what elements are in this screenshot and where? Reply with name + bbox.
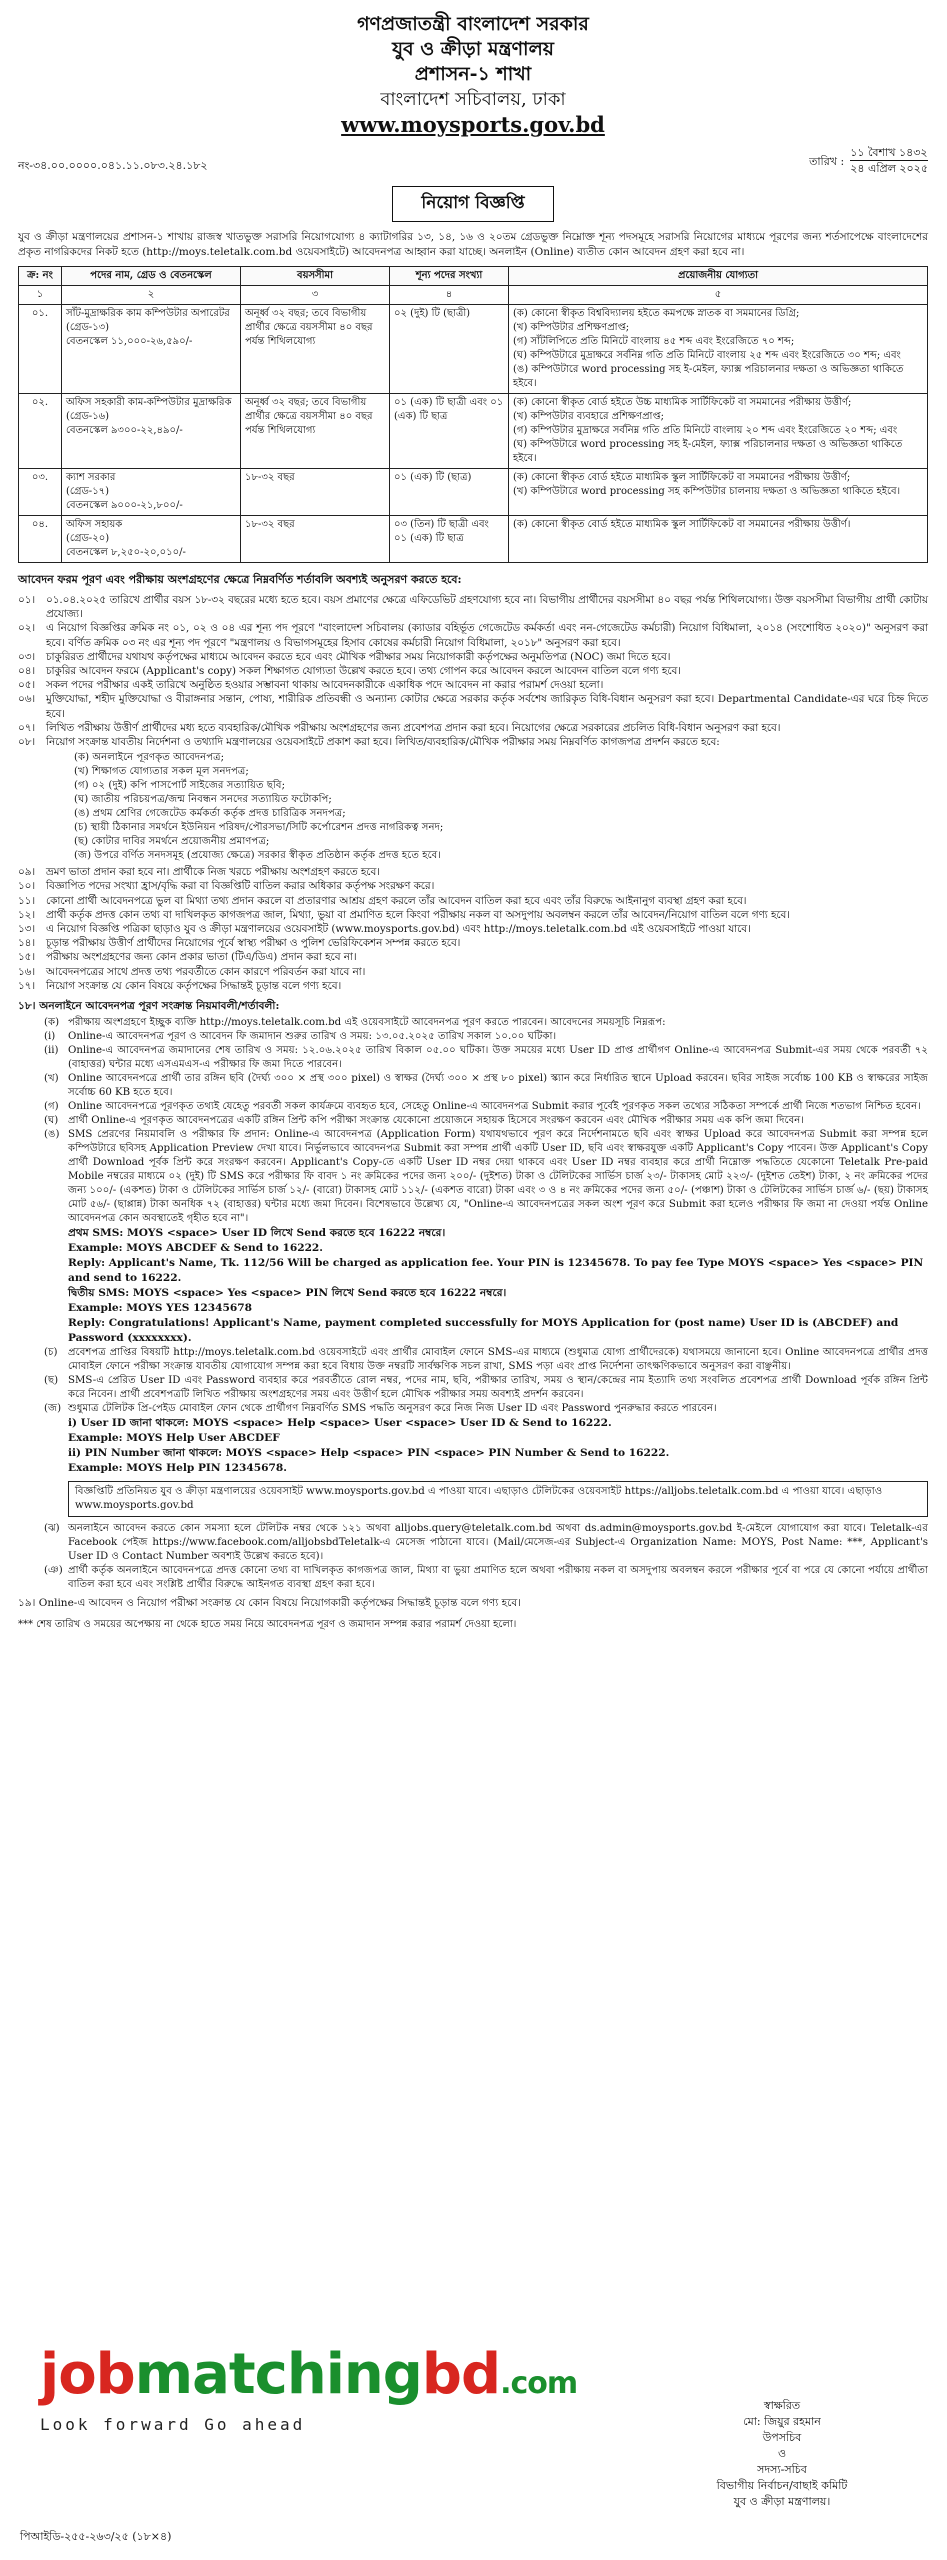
online-item-text: SMS প্রেরণের নিয়মাবলি ও পরীক্ষার ফি প্রদান: Online-এ আবেদনপত্র (Application Form) যথাযথভাবে পূরণ করে নির্দেশনামতে ছবি এবং স্বাক্ষর Upload করে আবেদনপত্র Submit করা সম্পন্ন হলে কম্পিউটারে ছবিসহ Application Preview দেখা যাবে। নির্ভুলভাবে আবেদনপত্র Submit করা সম্পন্ন প্রার্থী একটি User ID, ছবি এবং স্বাক্ষরযুক্ত একটি Applicant's Copy পাবেন। উক্ত Applicant's Copy প্রার্থী Download পূর্বক প্রিন্ট করে সংরক্ষণ করবেন। Applicant's Copy-তে একটি User ID নম্বর দেয়া থাকবে এবং User ID নম্বর ব্যবহার করে প্রার্থী নিম্নোক্ত পদ্ধতিতে যেকোনো Teletalk Pre-paid Mobile নম্বরের মাধ্যমে ০২ (দুই) টি SMS করে পরীক্ষার ফি বাবদ ১ নং ক্রমিকের পদের জন্য ২০০/- (দুইশত) টাকা ও টেলিটকের সার্ভিস চার্জ ২৩/- টাকাসহ মোট ২২৩/- (দুইশত তেইশ) টাকা, ২ নং ক্রমিকের পদের জন্য ১০০/- (একশত) টাকা ও টেলিটকের সার্ভিস চার্জ ১২/- (বারো) টাকাসহ মোট ১১২/- (একশত বারো) টাকা এবং ৩ ও ৪ নং ক্রমিকের পদের জন্য ৫০/- (পঞ্চাশ) টাকা ও টেলিটকের সার্ভিস চার্জ ৬/- (ছয়) টাকাসহ মোট ৫৬/- (ছাপ্পান্ন) টাকা অনধিক ৭২ (বাহাত্তর) ঘন্টার মধ্যে জমা দিবেন। বিশেষভাবে উল্লেখ্য যে, "Online-এ আবেদনপত্রের সকল অংশ পূরণ করে Submit করা হলেও পরীক্ষার ফি জমা না দেওয়া পর্যন্ত Online আবেদনপত্র কোন অবস্থাতেই গৃহীত হবে না"। <box>68 1129 928 1225</box>
document-item: (ছ) কোটার দাবির সমর্থনে প্রয়োজনীয় প্রমাণপত্র; <box>74 836 270 848</box>
row-count: ০১ (এক) টি (ছাত্র) <box>390 469 509 516</box>
post-grade: (গ্রেড-১৬) <box>66 411 110 422</box>
online-item-text: Online-এ আবেদনপত্র পূরণ ও আবেদন ফি জমাদান শুরুর তারিখ ও সময়: ১৩.০৫.২০২৫ তারিখ সকাল ১০.০০ ঘটিকা। <box>68 1031 557 1043</box>
posts-table <box>18 266 928 563</box>
row-qualification <box>509 305 928 394</box>
sms-instructions <box>68 1226 928 1346</box>
rule-text <box>46 735 928 865</box>
rule-number: ১২। <box>18 908 36 921</box>
row-serial: ০২. <box>19 394 62 469</box>
rule-number: ০৮। <box>18 736 36 749</box>
signatory-ministry: যুব ও ক্রীড়া মন্ত্রণালয়। <box>733 2495 831 2508</box>
row-post <box>62 469 241 516</box>
rule-item <box>18 721 928 735</box>
rule-text <box>46 721 928 735</box>
rule-item <box>18 965 928 979</box>
rule-body: কোনো প্রার্থী আবেদনপত্রে ভুল বা মিথ্যা তথ্য প্রদান করলে বা প্রতারণার আশ্রয় গ্রহণ করলে তাঁর আবেদন বাতিল করা হবে এবং তাঁর বিরুদ্ধে আইনানুগ ব্যবস্থা গ্রহণ করা হবে। <box>46 894 747 907</box>
sms-line: Example: MOYS YES 12345678 <box>68 1302 253 1315</box>
rule-text <box>46 678 928 692</box>
col-number: ২ <box>62 286 241 305</box>
date-bengali: ১১ বৈশাখ ১৪৩২ <box>850 146 928 159</box>
signature-block <box>657 2398 907 2510</box>
post-scale: বেতনস্কেল ৯৩০০-২২,৪৯০/- <box>66 425 183 436</box>
row-serial: ০৩. <box>19 469 62 516</box>
qualification-item: (ক) কোনো স্বীকৃত বোর্ড হইতে মাধ্যমিক স্কুল সার্টিফিকেট বা সমমানের পরীক্ষায় উত্তীর্ণ। <box>513 519 851 530</box>
col-age: বয়সসীমা <box>241 267 390 286</box>
online-item <box>44 1016 928 1030</box>
table-header-row <box>19 267 928 286</box>
advice-note: *** শেষ তারিখ ও সময়ের অপেক্ষায় না থেকে হাতে সময় নিয়ে আবেদনপত্র পূরণ ও জমাদান সম্পন্ন করার পরামর্শ দেওয়া হলো। <box>18 1619 517 1631</box>
secretariat: বাংলাদেশ সচিবালয়, ঢাকা <box>380 89 566 110</box>
row-count: ০১ (এক) টি ছাত্রী এবং ০১ (এক) টি ছাত্র <box>390 394 509 469</box>
row-age: ১৮-৩২ বছর <box>241 516 390 563</box>
online-section <box>18 999 928 1634</box>
table-row <box>19 516 928 563</box>
rule-body: সকল পদের পরীক্ষার একই তারিখে অনুষ্ঠিত হওয়ার সম্ভাবনা থাকায় আবেদনকারীকে একাধিক পদে আবেদন না করার পরামর্শ দেওয়া হলো। <box>46 679 604 692</box>
online-item-number: (খ) <box>44 1073 59 1085</box>
rule-item <box>18 879 928 893</box>
post-grade: (গ্রেড-১৭) <box>66 486 110 497</box>
col-number: ৩ <box>241 286 390 305</box>
online-item-text: প্রবেশপত্র প্রাপ্তির বিষয়টি http://moys.teletalk.com.bd ওয়েবসাইটে এবং প্রার্থীর মোবাইল ফোনে SMS-এর মাধ্যমে (শুধুমাত্র যোগ্য প্রার্থীদেরকে) যথাসময়ে জানানো হবে। Online আবেদনপত্রে প্রার্থীর প্রদত্ত মোবাইল ফোনে পরীক্ষা সংক্রান্ত যাবতীয় যোগাযোগ সম্পন্ন করা হবে বিধায় উক্ত নম্বরটি সার্বক্ষণিক সচল রাখা, SMS পড়া এবং প্রাপ্ত নির্দেশনা তাৎক্ষণিকভাবে অনুসরণ করা বাঞ্ছনীয়। <box>68 1347 928 1373</box>
pid-number: পিআইডি-২৫৫-২৬৩/২৫ (১৮×৪) <box>20 2530 172 2543</box>
rule-number: ০৩। <box>18 650 36 663</box>
online-item-text: Online আবেদনপত্রে পূরণকৃত তথ্যই যেহেতু পরবর্তী সকল কার্যক্রমে ব্যবহৃত হবে, সেহেতু Online-এ আবেদনপত্র Submit করার পূর্বেই পূরণকৃত সকল তথ্যের সঠিকতা সম্পর্কে প্রার্থী নিজে শতভাগ নিশ্চিত হবেন। <box>68 1101 921 1113</box>
online-item <box>44 1100 928 1114</box>
jobmatchingbd-logo <box>40 2340 578 2460</box>
rule-body: চাকুরির আবেদন ফরমে (Applicant's copy) সকল শিক্ষাগত যোগ্যতা উল্লেখ করতে হবে। তথ্য গোপন করে আবেদন করলে আবেদন বাতিল বলে গণ্য হবে। <box>46 665 681 678</box>
row-count: ০২ (দুই) টি (ছাত্রী) <box>390 305 509 394</box>
online-item-number: (ii) <box>44 1045 59 1057</box>
rule-number: ১৫। <box>18 951 36 964</box>
document-item: (খ) শিক্ষাগত যোগ্যতার সকল মূল সনদপত্র; <box>74 766 249 778</box>
online-item-number: (গ) <box>44 1101 59 1113</box>
row-qualification <box>509 516 928 563</box>
rule-number: ০৭। <box>18 721 36 734</box>
signatory-role: সদস্য-সচিব <box>757 2463 807 2476</box>
rule-number: ১১। <box>18 894 36 907</box>
rule-body: এ নিয়োগ বিজ্ঞপ্তির ক্রমিক নং ০১, ০২ ও ০৪ এর শূন্য পদ পূরণে "বাংলাদেশ সচিবালয় (ক্যাডার বহির্ভূত গেজেটেড কর্মকর্তা এবং নন-গেজেটেড কর্মচারী) নিয়োগ বিধিমালা, ২০১৪ (সংশোধিত ২০২০)" অনুসরণ করা হবে। বর্ণিত ক্রমিক ০৩ নং এর শূন্য পদ পূরণে "মন্ত্রণালয় ও বিভাগসমূহের হিসাব কোষের কর্মচারী নিয়োগ বিধিমালা, ২০১৮" অনুসরণ করা হবে। <box>46 622 928 649</box>
rules-heading: আবেদন ফরম পূরণ এবং পরীক্ষায় অংশগ্রহণের ক্ষেত্রে নিম্নবর্ণিত শর্তাবলি অবশ্যই অনুসরণ করতে হবে: <box>18 573 462 586</box>
online-item <box>44 1128 928 1226</box>
post-name: অফিস সহায়ক <box>66 519 123 530</box>
rule-item <box>18 979 928 993</box>
col-count: শূন্য পদের সংখ্যা <box>390 267 509 286</box>
logo-tagline: Look forward Go ahead <box>40 2415 306 2434</box>
rule-item <box>18 735 928 865</box>
rule-number: ০১। <box>18 594 36 606</box>
rule-body: আবেদনপত্রের সাথে প্রদত্ত তথ্য পরবর্তীতে কোন কারণে পরিবর্তন করা যাবে না। <box>46 965 366 978</box>
online-item-number: (ঞ) <box>44 1565 63 1577</box>
post-grade: (গ্রেড-১৩) <box>66 322 110 333</box>
document-page <box>18 12 928 1634</box>
date-label: তারিখ : <box>809 155 845 168</box>
logo-part-job: job <box>40 2342 135 2407</box>
rule-number: ০৬। <box>18 693 36 706</box>
final-clause: ১৯। Online-এ আবেদন ও নিয়োগ পরীক্ষা সংক্রান্ত যে কোন বিষয়ে নিয়োগকারী কর্তৃপক্ষের সিদ্ধান্তই চূড়ান্ত বলে গণ্য হবে। <box>18 1597 521 1610</box>
logo-wordmark <box>40 2340 578 2419</box>
col-serial: ক্র: নং <box>19 267 62 286</box>
row-age: ১৮-৩২ বছর <box>241 469 390 516</box>
online-item-number: (ক) <box>44 1017 60 1029</box>
post-scale: বেতনস্কেল ১১,০০০-২৬,৫৯০/- <box>66 336 193 347</box>
qualification-item: (ক) কোনো স্বীকৃত বোর্ড হইতে উচ্চ মাধ্যমিক সার্টিফিকেট বা সমমানের পরীক্ষায় উত্তীর্ণ; <box>513 397 852 408</box>
online-item <box>44 1522 928 1564</box>
col-qualification: প্রয়োজনীয় যোগ্যতা <box>509 267 928 286</box>
table-row <box>19 469 928 516</box>
rule-body: প্রার্থী কর্তৃক প্রদত্ত কোন তথ্য বা দাখিলকৃত কাগজপত্র জাল, মিথ্যা, ভুয়া বা প্রমাণিত হলে কিংবা পরীক্ষায় নকল বা অসদুপায় অবলম্বন করলে তাঁর আবেদন/নিয়োগ বাতিল বলে গণ্য হবে। <box>46 908 790 921</box>
rule-item <box>18 650 928 664</box>
recovery-instructions <box>68 1416 928 1476</box>
section-name: প্রশাসন-১ শাখা <box>414 63 532 85</box>
col-number: ৪ <box>390 286 509 305</box>
notice-title: নিয়োগ বিজ্ঞপ্তি <box>392 186 554 222</box>
logo-part-bd: bd <box>421 2342 501 2407</box>
online-items <box>18 1016 928 1226</box>
signature-label: স্বাক্ষরিত <box>763 2399 801 2412</box>
online-item-number: (ছ) <box>44 1375 59 1387</box>
qualification-item: (ঘ) কম্পিউটারে মুদ্রাক্ষরে সর্বনিম্ন গতি প্রতি মিনিটে বাংলায় ২৫ শব্দ এবং ইংরেজিতে ৩০ শব্দ; এবং <box>513 350 901 361</box>
online-item-number: (চ) <box>44 1347 58 1359</box>
online-item <box>44 1030 928 1044</box>
document-item: (জ) উপরে বর্ণিত সনদসমূহ (প্রযোজ্য ক্ষেত্রে) সরকার স্বীকৃত প্রতিষ্ঠান কর্তৃক প্রদত্ত হতে হবে। <box>74 850 441 862</box>
rule-number: ১৩। <box>18 923 36 936</box>
row-qualification <box>509 469 928 516</box>
rule-text <box>46 965 928 979</box>
online-heading: ১৮। অনলাইনে আবেদনপত্র পূরণ সংক্রান্ত নিয়মাবলী/শর্তাবলী: <box>18 1000 280 1013</box>
memo-number: নং-৩৪.০০.০০০০.০৪১.১১.০৮৩.২৪.১৮২ <box>18 159 208 172</box>
online-item-number: (ঝ) <box>44 1523 60 1535</box>
sms-line: Reply: Applicant's Name, Tk. 112/56 Will be charged as application fee. Your PIN is 12345678. To pay fee Type MOYS <space> Yes <space> PIN and send to 16222. <box>68 1257 924 1285</box>
signatory-designation: উপসচিব <box>762 2431 802 2444</box>
row-qualification <box>509 394 928 469</box>
qualification-item: (খ) কম্পিউটার প্রশিক্ষণপ্রাপ্ত; <box>513 322 630 333</box>
sms-line: দ্বিতীয় SMS: MOYS <space> Yes <space> PIN লিখে Send করতে হবে 16222 নম্বরে। <box>68 1287 507 1300</box>
qualification-item: (ঙ) কম্পিউটারে word processing সহ ই-মেইল, ফ্যাক্স পরিচালনার দক্ষতা ও অভিজ্ঞতা থাকিতে হইবে। <box>513 364 904 389</box>
rule-text <box>46 908 928 922</box>
rule-item <box>18 664 928 678</box>
rule-number: ০৫। <box>18 679 36 692</box>
rule-text <box>46 593 928 621</box>
recovery-line: i) User ID জানা থাকলে: MOYS <space> Help <space> User <space> User ID & Send to 16222. <box>68 1417 612 1430</box>
sms-line: Reply: Congratulations! Applicant's Name, payment completed successfully for MOYS Application for (post name) User ID is (ABCDEF) and Password (xxxxxxxx). <box>68 1317 899 1345</box>
online-items-2 <box>18 1346 928 1416</box>
row-age: অনূর্ধ্ব ৩২ বছর; তবে বিভাগীয় প্রার্থীর ক্ষেত্রে বয়সসীমা ৪০ বছর পর্যন্ত শিথিলযোগ্য <box>241 305 390 394</box>
rule-body: নিয়োগ সংক্রান্ত যাবতীয় নির্দেশনা ও তথ্যাদি মন্ত্রণালয়ের ওয়েবসাইটে প্রকাশ করা হবে। লিখিত/ব্যবহারিক/মৌখিক পরীক্ষার সময় নিম্নবর্ণিত কাগজপত্র প্রদর্শন করতে হবে: <box>46 736 720 749</box>
online-item <box>44 1072 928 1100</box>
online-item-number: (ঘ) <box>44 1115 59 1127</box>
rule-body: ০১.০৪.২০২৫ তারিখে প্রার্থীর বয়স ১৮-৩২ বছরের মধ্যে হতে হবে। বয়স প্রমাণের ক্ষেত্রে এফিডেভিট গ্রহণযোগ্য হবে না। বিভাগীয় প্রার্থীদের বয়সসীমা ৪০ বছর পর্যন্ত শিথিলযোগ্য। উক্ত বয়সসীমা বিভাগীয় প্রার্থী কোটায় প্রযোজ্য। <box>46 594 928 621</box>
sms-line: প্রথম SMS: MOYS <space> User ID লিখে Send করতে হবে 16222 নম্বরে। <box>68 1227 446 1240</box>
online-item <box>44 1114 928 1128</box>
online-item <box>44 1402 928 1416</box>
rule-text <box>46 979 928 993</box>
date-english: ২৪ এপ্রিল ২০২৫ <box>850 162 928 175</box>
row-post <box>62 516 241 563</box>
qualification-item: (ক) কোনো স্বীকৃত বোর্ড হইতে মাধ্যমিক স্কুল সার্টিফিকেট বা সমমানের পরীক্ষায় উত্তীর্ণ; <box>513 472 851 483</box>
online-item-number: (জ) <box>44 1403 62 1415</box>
qualification-item: (গ) কম্পিউটার মুদ্রাক্ষরে সর্বনিম্ন গতি প্রতি মিনিটে বাংলায় ২০ শব্দ এবং ইংরেজিতে ২০ শব্দ; এবং <box>513 425 898 436</box>
rule-body: চূড়ান্ত পরীক্ষায় উত্তীর্ণ প্রার্থীদের নিয়োগের পূর্বে স্বাস্থ্য পরীক্ষা ও পুলিশ ভেরিফিকেশন সম্পন্ন করতে হবে। <box>46 937 461 950</box>
qualification-item: (গ) সাঁটলিপিতে প্রতি মিনিটে বাংলায় ৪৫ শব্দ এবং ইংরেজিতে ৭০ শব্দ; <box>513 336 795 347</box>
row-count: ০৩ (তিন) টি ছাত্রী এবং ০১ (এক) টি ছাত্র <box>390 516 509 563</box>
rule-text <box>46 621 928 649</box>
rule-number: ০৯। <box>18 866 36 879</box>
rule-text <box>46 865 928 879</box>
post-scale: বেতনস্কেল ৮,২৫০-২০,০১০/- <box>66 547 186 558</box>
online-item <box>44 1346 928 1374</box>
rule-body: মুক্তিযোদ্ধা, শহীদ মুক্তিযোদ্ধা ও বীরাঙ্গনার সন্তান, পোষ্য, শারীরিক প্রতিবন্ধী ও অন্যান্য কোটার ক্ষেত্রে সরকার কর্তৃক সর্বশেষ জারিকৃত বিধি-বিধান অনুসরণ করা হবে। Departmental Candidate-এর ঘরে চিহ্ন দিতে হবে। <box>46 693 928 720</box>
row-age: অনূর্ধ্ব ৩২ বছর; তবে বিভাগীয় প্রার্থীর ক্ষেত্রে বয়সসীমা ৪০ বছর পর্যন্ত শিথিলযোগ্য <box>241 394 390 469</box>
logo-part-com: .com <box>500 2366 578 2401</box>
document-item: (চ) স্থায়ী ঠিকানার সমর্থনে ইউনিয়ন পরিষদ/পৌরসভা/সিটি কর্পোরেশন প্রদত্ত নাগরিকত্ব সনদ; <box>74 822 444 834</box>
rule-item <box>18 678 928 692</box>
qualification-item: (খ) কম্পিউটার ব্যবহারে প্রশিক্ষণপ্রাপ্ত; <box>513 411 665 422</box>
rule-text <box>46 879 928 893</box>
required-documents <box>74 751 928 863</box>
online-items-3 <box>18 1522 928 1592</box>
qualification-item: (খ) কম্পিউটারে word processing সহ কম্পিউটার চালনায় দক্ষতা ও অভিজ্ঞতা থাকিতে হইবে। <box>513 486 901 497</box>
gov-name: গণপ্রজাতন্ত্রী বাংলাদেশ সরকার <box>357 13 589 35</box>
recovery-line: Example: MOYS Help User ABCDEF <box>68 1432 280 1445</box>
online-item <box>44 1374 928 1402</box>
ministry-name: যুব ও ক্রীড়া মন্ত্রণালয় <box>392 38 554 60</box>
rule-number: ১০। <box>18 880 36 893</box>
rule-body: পরীক্ষায় অংশগ্রহণের জন্য কোন প্রকার ভাতা (টিএ/ডিএ) প্রদান করা হবে না। <box>46 951 357 964</box>
signatory-name: মো: জিয়ুর রহমান <box>743 2415 821 2428</box>
table-row <box>19 305 928 394</box>
rule-item <box>18 865 928 879</box>
table-body <box>19 305 928 563</box>
rule-item <box>18 908 928 922</box>
rule-item <box>18 894 928 908</box>
rule-body: চাকুরিরত প্রার্থীদের যথাযথ কর্তৃপক্ষের মাধ্যমে আবেদন করতে হবে এবং মৌখিক পরীক্ষার সময় নিয়োগকারী কর্তৃপক্ষের অনুমতিপত্র (NOC) জমা দিতে হবে। <box>46 650 671 663</box>
col-number: ৫ <box>509 286 928 305</box>
document-item: (ঙ) প্রথম শ্রেণির গেজেটেড কর্মকর্তা কর্তৃক প্রদত্ত চারিত্রিক সনদপত্র; <box>74 808 346 820</box>
row-serial: ০৪. <box>19 516 62 563</box>
table-number-row <box>19 286 928 305</box>
online-item-number: (ঙ) <box>44 1129 60 1141</box>
row-post <box>62 394 241 469</box>
date-values <box>850 145 928 176</box>
col-post: পদের নাম, গ্রেড ও বেতনস্কেল <box>62 267 241 286</box>
logo-part-matching: matching <box>134 2342 422 2407</box>
rule-body: বিজ্ঞাপিত পদের সংখ্যা হ্রাস/বৃদ্ধি করা বা বিজ্ঞপ্তিটি বাতিল করার অধিকার কর্তৃপক্ষ সংরক্ষণ করে। <box>46 880 435 893</box>
recovery-line: ii) PIN Number জানা থাকলে: MOYS <space> Help <space> PIN <space> PIN Number & Send to 16222. <box>68 1447 670 1460</box>
post-scale: বেতনস্কেল ৯০০০-২১,৮০০/- <box>66 500 183 511</box>
rule-number: ১৭। <box>18 979 36 992</box>
rule-number: ০৪। <box>18 665 36 678</box>
rule-number: ০২। <box>18 622 36 635</box>
online-item-text: শুধুমাত্র টেলিটক প্রি-পেইড মোবাইল ফোন থেকে প্রার্থীগণ নিম্নবর্ণিত SMS পদ্ধতি অনুসরণ করে নিজ নিজ User ID এবং Password পুনরুদ্ধার করতে পারবেন। <box>68 1403 717 1415</box>
rule-text <box>46 664 928 678</box>
document-item: (ক) অনলাইনে পূরণকৃত আবেদনপত্র; <box>74 752 225 764</box>
rule-body: এ নিয়োগ বিজ্ঞপ্তি পত্রিকা ছাড়াও যুব ও ক্রীড়া মন্ত্রণালয়ের ওয়েবসাইট (www.moysports.gov.bd) এবং http://moys.teletalk.com.bd এই ওয়েবসাইটে পাওয়া যাবে। <box>46 923 751 936</box>
rule-text <box>46 894 928 908</box>
post-name: সাঁট-মুদ্রাক্ষরিক কাম কম্পিউটার অপারেটর <box>66 308 230 319</box>
document-item: (গ) ০২ (দুই) কপি পাসপোর্ট সাইজের সত্যায়িত ছবি; <box>74 780 286 792</box>
rule-item <box>18 593 928 621</box>
document-item: (ঘ) জাতীয় পরিচয়পত্র/জন্ম নিবন্ধন সনদের সত্যায়িত ফটোকপি; <box>74 794 332 806</box>
online-item-text: প্রার্থী কর্তৃক অনলাইনে আবেদনপত্রে প্রদত্ত কোনো তথ্য বা দাখিলকৃত কাগজপত্র জাল, মিথ্যা বা ভুয়া প্রমাণিত হলে অথবা পরীক্ষায় নকল বা অসদুপায় অবলম্বন করলে পরীক্ষার পূর্বে বা পরে যে কোনো পর্যায়ে প্রার্থীতা বাতিল করা হবে এবং সংশ্লিষ্ট প্রার্থীর বিরুদ্ধে আইনগত ব্যবস্থা গ্রহণ করা হবে। <box>68 1565 928 1591</box>
online-item-text: অনলাইনে আবেদন করতে কোন সমস্যা হলে টেলিটক নম্বর থেকে ১২১ অথবা alljobs.query@teletalk.com.bd অথবা ds.admin@moysports.gov.bd ই-মেইলে যোগাযোগ করা যাবে। Teletalk-এর Facebook পেইজ https://www.facebook.com/alljobsbdTeletalk-এ মেসেজ পাঠানো যাবে। (Mail/মেসেজ-এর Subject-এ Organization Name: MOYS, Post Name: ***, Applicant's User ID ও Contact Number অবশ্যই উল্লেখ করতে হবে)। <box>68 1523 928 1563</box>
table-row <box>19 394 928 469</box>
website-notice-box: বিজ্ঞপ্তিটি প্রতিনিয়ত যুব ও ক্রীড়া মন্ত্রণালয়ের ওয়েবসাইট www.moysports.gov.bd এ পাওয়া যাবে। এছাড়াও টেলিটকের ওয়েবসাইট https://alljobs.teletalk.com.bd এ পাওয়া যাবে। এছাড়াও www.moysports.gov.bd <box>68 1481 928 1517</box>
rule-text <box>46 922 928 936</box>
post-grade: (গ্রেড-২০) <box>66 533 110 544</box>
rule-item <box>18 621 928 649</box>
qualification-item: (ক) কোনো স্বীকৃত বিশ্ববিদ্যালয় হইতে কমপক্ষে স্নাতক বা সমমানের ডিগ্রি; <box>513 308 800 319</box>
post-name: অফিস সহকারী কাম-কম্পিউটার মুদ্রাক্ষরিক <box>66 397 232 408</box>
memo-row <box>18 145 928 176</box>
rule-item <box>18 922 928 936</box>
online-item-text: Online আবেদনপত্রে প্রার্থী তার রঙ্গিন ছবি (দৈর্ঘ্য ৩০০ × প্রস্থ ৩০০ pixel) ও স্বাক্ষর (দৈর্ঘ্য ৩০০ × প্রস্থ ৮০ pixel) স্ক্যান করে নির্ধারিত স্থানে Upload করবেন। ছবির সাইজ সর্বোচ্চ 100 KB ও স্বাক্ষরের সাইজ সর্বোচ্চ 60 KB হতে হবে। <box>68 1073 928 1099</box>
rule-number: ১৪। <box>18 937 36 950</box>
rule-body: নিয়োগ সংক্রান্ত যে কোন বিষয়ে কর্তৃপক্ষের সিদ্ধান্তই চূড়ান্ত বলে গণ্য হবে। <box>46 979 342 992</box>
row-serial: ০১. <box>19 305 62 394</box>
signatory-committee: বিভাগীয় নির্বাচন/বাছাই কমিটি <box>716 2479 848 2492</box>
rule-text <box>46 936 928 950</box>
memo-date <box>809 145 928 176</box>
online-item-text: প্রার্থী Online-এ পূরণকৃত আবেদনপত্রের একটি রঙ্গিন প্রিন্ট কপি পরীক্ষা সংক্রান্ত যেকোনো প্রয়োজনে সহায়ক হিসেবে সংরক্ষণ করবেন এবং মৌখিক পরীক্ষার সময় এক কপি জমা দিবেন। <box>68 1115 804 1127</box>
ministry-website[interactable]: www.moysports.gov.bd <box>341 112 605 137</box>
qualification-item: (ঘ) কম্পিউটারে word processing সহ ই-মেইল, ফ্যাক্স পরিচালনার দক্ষতা ও অভিজ্ঞতা থাকিতে হইবে। <box>513 439 903 464</box>
rule-item <box>18 692 928 720</box>
rule-body: লিখিত পরীক্ষায় উত্তীর্ণ প্রার্থীদের মধ্য হতে ব্যবহারিক/মৌখিক পরীক্ষায় অংশগ্রহণের জন্য প্রবেশপত্র প্রদান করা হবে। নিয়োগের ক্ষেত্রে সরকারের প্রচলিত বিধি-বিধান অনুসরণ করা হবে। <box>46 721 781 734</box>
rule-item <box>18 950 928 964</box>
rule-text <box>46 692 928 720</box>
online-item-number: (i) <box>44 1031 56 1043</box>
post-name: ক্যাশ সরকার <box>66 472 116 483</box>
sms-line: Example: MOYS ABCDEF & Send to 16222. <box>68 1242 323 1255</box>
online-item <box>44 1564 928 1592</box>
letterhead <box>18 12 928 137</box>
recovery-line: Example: MOYS Help PIN 12345678. <box>68 1462 287 1475</box>
intro-paragraph: যুব ও ক্রীড়া মন্ত্রণালয়ের প্রশাসন-১ শাখায় রাজস্ব খাতভুক্ত সরাসরি নিয়োগযোগ্য ৪ ক্যাটাগরির ১৩, ১৪, ১৬ ও ২০তম গ্রেডভুক্ত নিম্নোক্ত শূন্য পদসমূহে সরাসরি নিয়োগের মাধ্যমে পূরণের জন্য শর্তসাপেক্ষে বাংলাদেশের প্রকৃত নাগরিকদের নিকট হতে (http://moys.teletalk.com.bd ওয়েবসাইটে) আবেদনপত্র আহ্বান করা যাচ্ছে। অনলাইন (Online) ব্যতীত কোন আবেদন গ্রহণ করা হবে না। <box>18 231 928 258</box>
col-number: ১ <box>19 286 62 305</box>
rule-text <box>46 650 928 664</box>
rule-text <box>46 950 928 964</box>
online-item-text: Online-এ আবেদনপত্র জমাদানের শেষ তারিখ ও সময়: ১২.০৬.২০২৫ তারিখ বিকাল ০৫.০০ ঘটিকা। উক্ত সময়ের মধ্যে User ID প্রাপ্ত প্রার্থীগণ Online-এ আবেদনপত্র Submit-এর সময় থেকে পরবর্তী ৭২ (বাহাত্তর) ঘন্টার মধ্যে এসএমএস-এ পরীক্ষার ফি জমা দিতে পারবেন। <box>68 1045 928 1071</box>
online-item-text: পরীক্ষায় অংশগ্রহণে ইচ্ছুক ব্যক্তি http://moys.teletalk.com.bd এই ওয়েবসাইটে আবেদনপত্র পূরণ করতে পারবেন। আবেদনের সময়সূচি নিম্নরূপ: <box>68 1017 666 1029</box>
row-post <box>62 305 241 394</box>
rule-number: ১৬। <box>18 965 36 978</box>
signatory-and: ও <box>777 2447 787 2460</box>
rules-list <box>18 593 928 993</box>
online-item-text: SMS-এ প্রেরিত User ID এবং Password ব্যবহার করে পরবর্তীতে রোল নম্বর, পদের নাম, ছবি, পরীক্ষার তারিখ, সময় ও স্থান/কেন্দ্রের নাম ইত্যাদি তথ্য সংবলিত প্রবেশপত্র প্রার্থী Download পূর্বক রঙ্গিন প্রিন্ট করে নিবেন। প্রার্থী প্রবেশপত্রটি লিখিত পরীক্ষায় অংশগ্রহণের সময় এবং উত্তীর্ণ হলে মৌখিক পরীক্ষার সময় অবশ্যই প্রদর্শন করবেন। <box>68 1375 928 1401</box>
rule-body: ভ্রমণ ভাতা প্রদান করা হবে না। প্রার্থীকে নিজ খরচে পরীক্ষায় অংশগ্রহণ করতে হবে। <box>46 866 380 879</box>
rule-item <box>18 936 928 950</box>
online-item <box>44 1044 928 1072</box>
